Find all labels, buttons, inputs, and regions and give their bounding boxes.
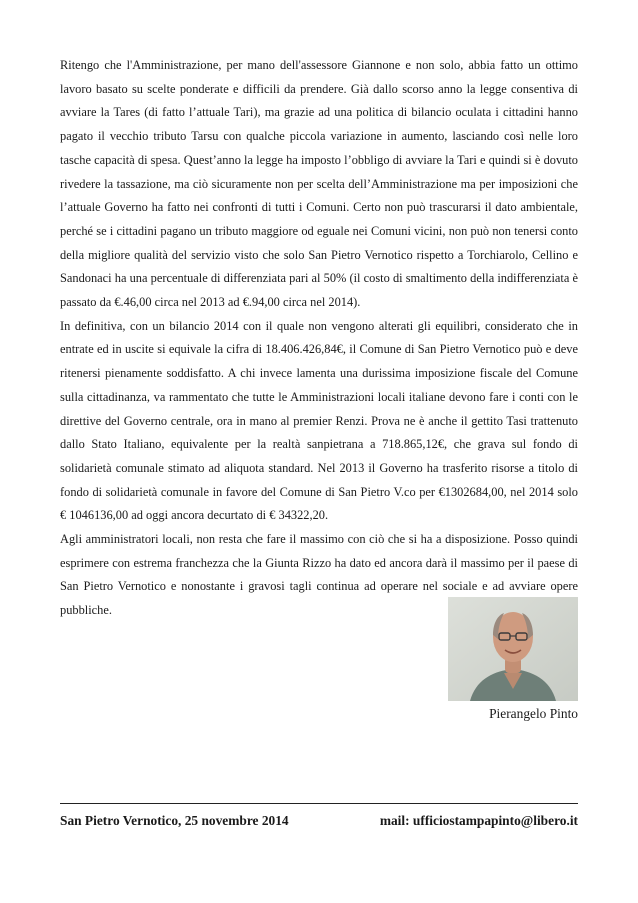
article-body: [60, 54, 578, 623]
author-signature: Pierangelo Pinto: [489, 706, 578, 721]
author-photo: [448, 597, 578, 701]
footer-email[interactable]: mail: ufficiostampapinto@libero.it: [379, 813, 578, 828]
author-portrait-icon: [448, 597, 578, 701]
paragraph-1: Ritengo che l'Amministrazione, per mano dell'assessore Giannone e non solo, abbia fatto un ottimo lavoro basato su scelte ponderate e difficili da prendere. Già dallo scorso anno la legge consentiva di avviare la Tares (di fatto l’attuale Tari), ma grazie ad una politica di bilancio oculata i cittadini hanno pagato il vecchio tributo Tarsu con qualche piccola variazione in aumento, lasciando così nelle loro tasche capacità di spesa. Quest’anno la legge ha imposto l’obbligo di avviare la Tari e quindi si è dovuto rivedere la tassazione, ma ciò sicuramente non per scelta dell’Amministrazione ma per imposizioni che l’attuale Governo ha fatto nei confronti di tutti i Comuni. Certo non può trascurarsi il dato ambientale, perché se i cittadini pagano un tributo maggiore od eguale nei Comuni vicini, non può non tenersi conto della migliore qualità del servizio visto che solo San Pietro Vernotico rispetto a Torchiarolo, Cellino e Sandonaci ha una percentuale di differenziata pari al 50% (il costo di smaltimento della indifferenziata è passato da €.46,00 circa nel 2013 ad €.94,00 circa nel 2014).: [60, 58, 578, 310]
footer-divider: [60, 803, 578, 804]
footer-place-date: San Pietro Vernotico, 25 novembre 2014: [60, 813, 289, 828]
paragraph-2: In definitiva, con un bilancio 2014 con il quale non vengono alterati gli equilibri, considerato che in entrate ed in uscite si equivale la cifra di 18.406.426,84€, il Comune di San Pietro Vernotico può e deve ritenersi pienamente soddisfatto. A chi invece lamenta una durissima imposizione fiscale del Comune sulla cittadinanza, va rammentato che tutte le Amministrazioni locali italiane devono fare i conti con le direttive del Governo centrale, ora in mano al premier Renzi. Prova ne è anche il gettito Tasi trattenuto dallo Stato Italiano, equivalente per la realtà sanpietrana a 718.865,12€, che grava sul fondo di solidarietà comunale stimato ad aliquota standard. Nel 2013 il Governo ha trasferito risorse a titolo di fondo di solidarietà comunale in favore del Comune di San Pietro V.co per €1302684,00, nel 2014 solo € 1046136,00 ad oggi ancora decurtato di € 34322,20.: [60, 318, 578, 523]
paragraph-3: Agli amministratori locali, non resta che fare il massimo con ciò che si ha a disposizione. Posso quindi esprimere con estrema franchezza che la Giunta Rizzo ha dato ed ancora darà il massimo per il paese di San Pietro Vernotico e nonostante i gravosi tagli continua ad operare nel sociale e ad avviare opere pubbliche.: [60, 532, 578, 618]
